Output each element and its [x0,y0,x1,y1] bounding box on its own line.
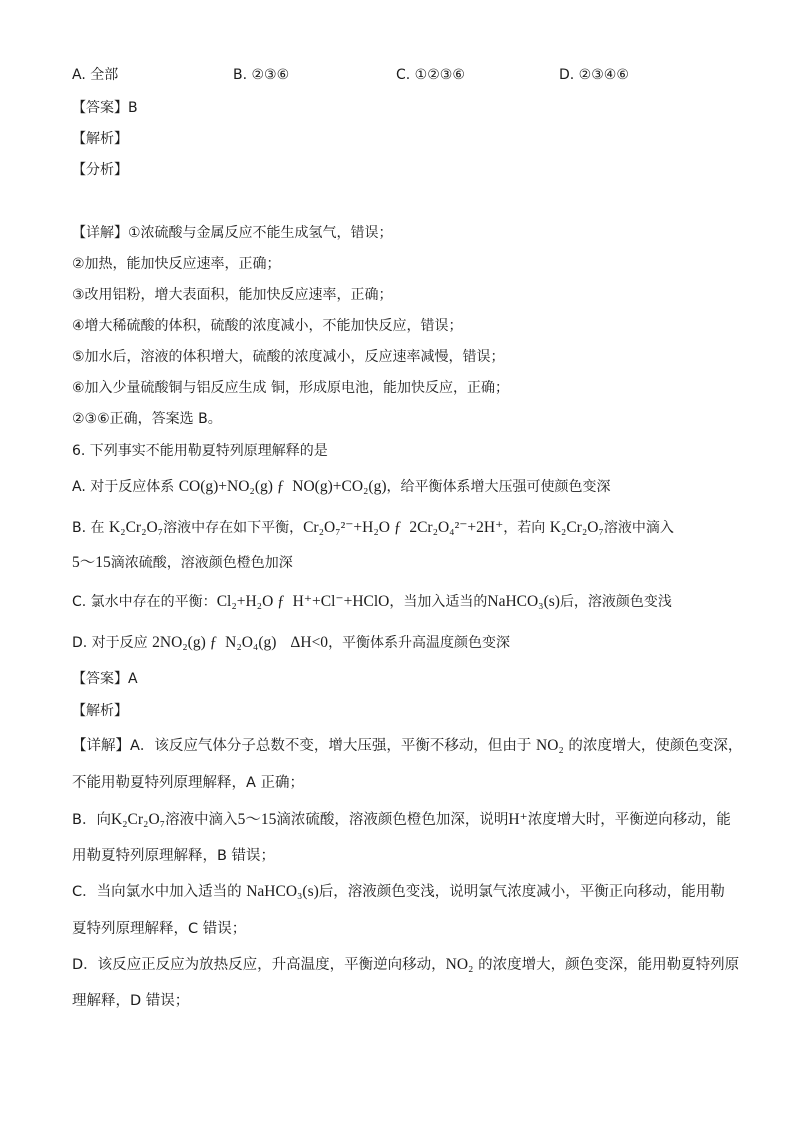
q6-option-c-text: C. 氯水中存在的平衡： [72,594,217,610]
q6-explanation-text: 的浓度增大，使颜色变深， [563,738,743,754]
q6-option-b-equation: Cr₂O₇²⁻+H₂O ƒ 2Cr₂O₄²⁻+2H⁺ [303,519,504,536]
q5-conclusion-line [72,408,222,430]
q5-conclusion-text: ②③⑥正确，答案选 B。 [72,411,222,427]
q6-explanation-text: D．该反应正反应为放热反应，升高温度，平衡逆向移动， [72,957,446,973]
q6-option-a-equation: CO(g)+NO₂(g) ƒ NO(g)+CO₂(g) [178,478,387,495]
q6-analysis-tag: 【解析】 [72,703,128,719]
q6-explanation-line [72,809,731,831]
q6-explanation-line [72,881,725,903]
q6-option-a [72,476,610,498]
q6-option-d-text: D. 对于反应 [72,635,153,651]
q6-explanation-formula: H⁺ [508,811,528,828]
q5-detail-text: ③改用铝粉，增大表面积，能加快反应速率，正确； [72,287,393,303]
q6-analysis-line [72,700,128,722]
q5-fenxi-line [72,159,128,181]
q5-option-b: B. ②③⑥ [233,67,290,83]
q5-detail-line [72,253,281,275]
q6-option-d-equation: 2NO₂(g) ƒ N₂O₄(g) [152,634,277,651]
q5-detail-line [72,315,463,337]
q6-explanation-line [72,918,246,940]
q6-explanation-line [72,990,189,1012]
q6-option-b-text: 滴浓硫酸，溶液颜色橙色加深 [110,555,293,571]
q6-explanation-formula: NO₂ [445,956,474,973]
q6-explanation-text: B．向 [72,812,111,828]
q6-explanation-line [72,954,739,976]
q6-explanation-text: 后，溶液颜色变浅，说明氯气浓度减小，平衡正向移动，能用勒 [318,884,725,900]
q5-detail-text: ⑥加入少量硫酸铜与铝反应生成 铜，形成原电池，能加快反应，正确； [72,380,509,396]
q6-option-b-text: ，若向 [503,520,550,536]
q6-option-c-equation: Cl₂+H₂O ƒ H⁺+Cl⁻+HClO [216,593,390,610]
q6-explanation-line [72,735,742,757]
q5-option-a: A. 全部 [72,67,119,83]
q6-option-b-text: 溶液中滴入 [603,520,674,536]
q5-detail-text: ⑤加水后，溶液的体积增大，硫酸的浓度减小，反应速率减慢，错误； [72,349,505,365]
q6-option-b-text: B. 在 [72,520,109,536]
q5-detail-line [72,222,393,244]
q6-explanation-formula: K₂Cr₂O₇ [110,811,166,828]
q6-explanation-text: 理解释，D 错误； [72,993,190,1009]
q5-option-c: C. ①②③⑥ [396,67,465,83]
q6-explanation-formula: NO₂ [536,737,564,754]
q5-answer: 【答案】B [72,100,138,116]
q6-explanation-text: 夏特列原理解释，C 错误； [72,921,247,937]
q5-analysis-tag: 【解析】 [72,131,128,147]
q6-explanation-text: 用勒夏特列原理解释，B 错误； [72,848,276,864]
q5-detail-line [72,284,393,306]
q5-detail-text: 【详解】①浓硫酸与金属反应不能生成氢气，错误； [72,225,393,241]
q6-option-b [72,517,674,539]
q5-fenxi-tag: 【分析】 [72,162,128,178]
q6-option-c [72,591,672,613]
q6-answer-line [72,668,138,690]
q5-options-row [0,64,794,86]
q6-option-b-drops: 5～15 [72,554,111,571]
q5-detail-line [72,346,505,368]
q6-explanation-drops: 5～15 [237,811,277,828]
q6-explanation-formula: NaHCO₃(s) [246,883,319,900]
q5-analysis-line [72,128,128,150]
q5-detail-text: ②加热，能加快反应速率，正确； [72,256,281,272]
q5-answer-line [72,97,138,119]
q6-option-b-continued [72,552,293,574]
q6-option-d-text: ，平衡体系升高温度颜色变深 [328,635,511,651]
q6-option-b-text: 溶液中存在如下平衡， [163,520,304,536]
q5-detail-text: ④增大稀硫酸的体积，硫酸的浓度减小，不能加快反应，错误； [72,318,463,334]
q6-option-b-formula: K₂Cr₂O₇ [108,519,164,536]
q6-explanation-text: 浓度增大时，平衡逆向移动，能 [527,812,731,828]
q5-option-d: D. ②③④⑥ [559,67,629,83]
q6-option-c-text: 后，溶液颜色变浅 [559,594,672,610]
q6-answer: 【答案】A [72,671,138,687]
q6-explanation-line [72,845,275,867]
q6-option-b-formula: K₂Cr₂O₇ [549,519,604,536]
q6-explanation-text: C．当向氯水中加入适当的 [72,884,247,900]
q6-option-c-formula: NaHCO₃(s) [487,593,560,610]
q6-option-a-text: ，给平衡体系增大压强可使颜色变深 [386,479,611,495]
q6-stem: 6. 下列事实不能用勒夏特列原理解释的是 [72,443,328,459]
q5-detail-line [72,377,509,399]
q6-explanation-text: 滴浓硫酸，溶液颜色橙色加深，说明 [276,812,509,828]
q6-explanation-line [72,772,304,794]
q6-explanation-text: 的浓度增大，颜色变深，能用勒夏特列原 [473,957,740,973]
q6-option-d-enthalpy: ΔH<0 [290,634,329,651]
q6-option-a-text: A. 对于反应体系 [72,479,179,495]
q6-stem-line [72,440,328,462]
q6-explanation-text: 溶液中滴入 [165,812,238,828]
q6-option-c-text: ，当加入适当的 [389,594,488,610]
q6-explanation-text: 不能用勒夏特列原理解释，A 正确； [72,775,305,791]
q6-explanation-text: 【详解】A．该反应气体分子总数不变，增大压强，平衡不移动，但由于 [72,738,537,754]
q6-option-d [72,632,510,654]
